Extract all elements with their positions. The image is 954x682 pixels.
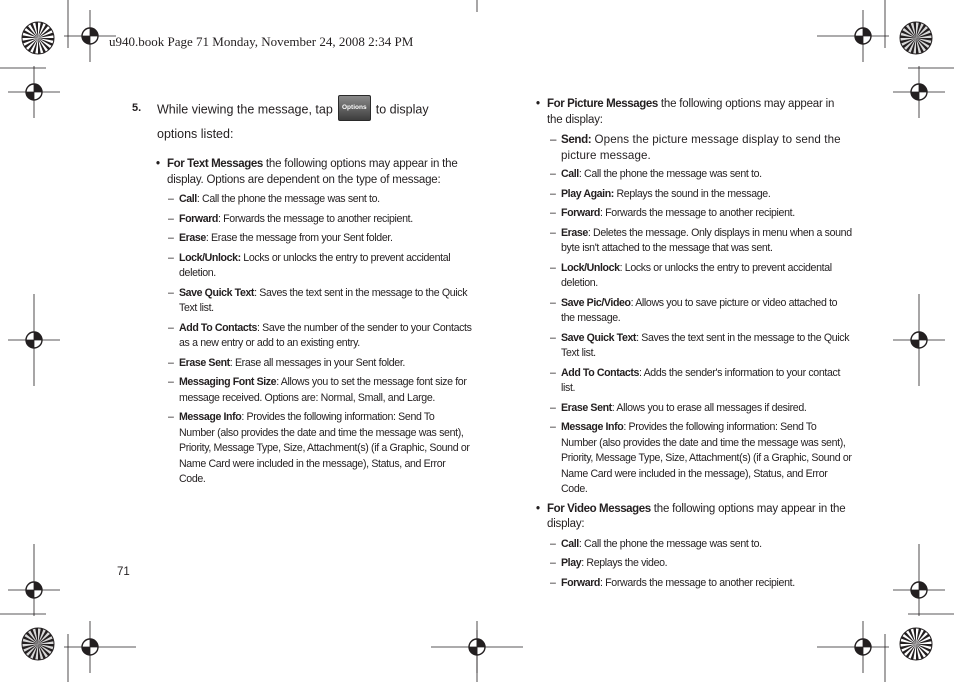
option-desc: : Deletes the message. Only displays in menu when a sound byte isn't attached to the message that was sent. — [561, 226, 852, 254]
option-desc: : Call the phone the message was sent to. — [578, 168, 762, 180]
option-text — [561, 331, 852, 362]
option-text — [561, 401, 852, 417]
option-item — [550, 167, 852, 183]
registration-mark-icon — [431, 621, 523, 673]
option-desc: : Adds the sender's information to your contact list. — [561, 366, 841, 394]
option-item — [550, 556, 852, 572]
option-item — [550, 187, 852, 203]
option-text — [179, 356, 472, 372]
dash-icon: – — [550, 557, 556, 569]
option-term: Lock/Unlock: — [179, 251, 241, 264]
right-column — [536, 97, 852, 595]
option-item — [168, 286, 472, 317]
picture-messages-options — [550, 132, 852, 498]
registration-mark-icon — [893, 294, 945, 386]
option-desc: : Provides the following information: Send To Number (also provides the date and time the message was sent), Priority, Message Type, Size, Attachment(s) (if a Graphic, Sound or Name Card were included in the message), Status, and Error Code. — [179, 411, 470, 485]
option-text — [179, 410, 472, 488]
dash-icon: – — [168, 286, 174, 299]
options-button-icon: Options — [338, 95, 371, 121]
option-item — [550, 331, 852, 362]
option-term: Add To Contacts — [561, 366, 639, 379]
option-text — [561, 206, 852, 222]
option-desc: Opens the picture message display to send the picture message. — [561, 133, 841, 162]
dash-icon: – — [550, 261, 556, 274]
step-text-before: While viewing the message, tap — [157, 102, 333, 117]
option-term: Save Quick Text — [179, 286, 255, 299]
option-text — [179, 321, 472, 352]
option-term: Add To Contacts — [179, 321, 257, 334]
option-term: Forward — [179, 212, 218, 225]
option-text — [561, 261, 852, 292]
dash-icon: – — [168, 232, 174, 244]
option-text — [561, 576, 852, 592]
option-desc: Replays the sound in the message. — [613, 187, 771, 200]
dash-icon: – — [550, 187, 556, 200]
video-messages-bullet — [536, 502, 852, 533]
starburst-icon — [900, 22, 932, 54]
option-desc: : Locks or unlocks the entry to prevent accidental deletion. — [561, 261, 832, 289]
starburst-icon — [22, 628, 54, 660]
option-desc: : Allows you to save picture or video attached to the message. — [561, 296, 838, 324]
starburst-icon — [22, 22, 54, 54]
option-term: Save Pic/Video — [561, 296, 631, 309]
option-desc: : Save the number of the sender to your Contacts as a new entry or add to an existing entry. — [179, 321, 472, 349]
option-term: Call — [561, 168, 579, 180]
page-number: 71 — [117, 566, 130, 578]
option-text — [561, 556, 852, 572]
option-desc: : Forwards the message to another recipient. — [600, 207, 795, 219]
dash-icon: – — [550, 576, 556, 589]
bullet-text — [547, 502, 852, 533]
section-title: For Text Messages — [167, 158, 263, 170]
option-term: Call — [561, 537, 579, 550]
dash-icon: – — [550, 226, 556, 239]
option-term: Message Info — [561, 421, 624, 433]
option-desc: : Forwards the message to another recipient. — [600, 576, 795, 589]
option-text — [179, 192, 472, 208]
option-item — [550, 366, 852, 397]
registration-mark-icon — [817, 10, 889, 62]
option-desc: : Saves the text sent in the message to the Quick Text list. — [179, 286, 468, 314]
option-term: Lock/Unlock — [561, 261, 620, 274]
option-text — [561, 132, 852, 163]
bullet-icon: • — [156, 158, 160, 170]
section-desc: the following options may appear in the display. Options are dependent on the type of message: — [167, 158, 458, 186]
option-item — [550, 420, 852, 498]
option-term: Messaging Font Size — [179, 376, 277, 388]
option-item — [168, 231, 472, 247]
option-text — [179, 286, 472, 317]
step-5 — [132, 97, 472, 145]
option-item — [168, 375, 472, 406]
text-messages-bullet — [156, 157, 472, 188]
option-term: Erase Sent — [561, 401, 612, 414]
section-title: For Picture Messages — [547, 98, 658, 110]
bullet-text — [547, 97, 852, 128]
registration-mark-icon — [893, 66, 945, 118]
option-item — [550, 576, 852, 592]
option-term: Forward — [561, 207, 600, 219]
bullet-text — [167, 157, 472, 188]
option-term: Save Quick Text — [561, 331, 637, 344]
dash-icon: – — [550, 296, 556, 309]
option-term: Erase — [179, 232, 206, 244]
option-item — [168, 410, 472, 488]
option-term: Erase — [561, 226, 588, 239]
option-term: Message Info — [179, 411, 242, 423]
option-text — [179, 212, 472, 228]
dash-icon: – — [550, 366, 556, 379]
registration-mark-icon — [8, 544, 60, 616]
dash-icon: – — [550, 537, 556, 550]
registration-mark-icon — [8, 66, 60, 118]
dash-icon: – — [168, 376, 174, 388]
dash-icon: – — [168, 411, 174, 423]
section-desc: the following options may appear in the display: — [547, 502, 846, 530]
bullet-icon: • — [536, 98, 540, 110]
left-column — [132, 97, 472, 492]
option-item — [550, 132, 852, 163]
option-item — [550, 261, 852, 292]
option-item — [168, 321, 472, 352]
dash-icon: – — [550, 421, 556, 433]
dash-icon: – — [550, 133, 557, 146]
option-text — [561, 226, 852, 257]
step-text-after: to display options listed: — [157, 102, 429, 141]
dash-icon: – — [550, 207, 556, 219]
text-messages-options — [168, 192, 472, 488]
dash-icon: – — [550, 401, 556, 414]
dash-icon: – — [168, 356, 174, 369]
option-desc: : Erase all messages in your Sent folder. — [229, 356, 406, 369]
option-desc: : Erase the message from your Sent folder. — [205, 232, 393, 244]
option-desc: Locks or unlocks the entry to prevent accidental deletion. — [179, 251, 451, 279]
option-term: Play — [561, 557, 582, 569]
dash-icon: – — [550, 331, 556, 344]
option-text — [179, 251, 472, 282]
option-item — [550, 401, 852, 417]
option-item — [168, 192, 472, 208]
dash-icon: – — [550, 168, 556, 180]
option-item — [550, 226, 852, 257]
option-item — [550, 296, 852, 327]
option-desc: : Forwards the message to another recipient. — [218, 212, 413, 225]
registration-mark-icon — [893, 544, 945, 616]
option-desc: : Replays the video. — [581, 557, 668, 569]
option-desc: : Allows you to erase all messages if desired. — [611, 401, 807, 414]
option-term: Call — [179, 193, 197, 205]
bullet-icon: • — [536, 502, 540, 515]
option-term: Play Again: — [561, 187, 614, 200]
option-desc: : Call the phone the message was sent to. — [578, 537, 762, 550]
registration-mark-icon — [64, 621, 136, 673]
option-text — [561, 366, 852, 397]
option-term: Forward — [561, 576, 600, 589]
option-text — [179, 231, 472, 247]
step-number: 5. — [132, 102, 142, 114]
option-desc: : Saves the text sent in the message to the Quick Text list. — [561, 331, 850, 359]
section-desc: the following options may appear in the display: — [547, 98, 835, 126]
option-item — [168, 212, 472, 228]
option-desc: : Allows you to set the message font size for message received. Options are: Normal, Small, and Large. — [179, 376, 467, 404]
dash-icon: – — [168, 321, 174, 334]
option-term: Send: — [561, 133, 592, 146]
option-text — [561, 420, 852, 498]
starburst-icon — [900, 628, 932, 660]
option-text — [561, 537, 852, 553]
video-messages-options — [550, 537, 852, 592]
option-text — [561, 187, 852, 203]
option-desc: : Provides the following information: Send To Number (also provides the date and time the message was sent), Priority, Message Type, Size, Attachment(s) (if a Graphic, Sound or Name Card were included in the message), Status, and Error Code. — [561, 421, 852, 495]
print-header: u940.book Page 71 Monday, November 24, 2008 2:34 PM — [109, 34, 414, 49]
step-text — [157, 97, 472, 145]
section-title: For Video Messages — [547, 502, 651, 515]
option-item — [168, 251, 472, 282]
dash-icon: – — [168, 251, 174, 264]
registration-mark-icon — [817, 621, 889, 673]
option-desc: : Call the phone the message was sent to. — [196, 193, 380, 205]
option-item — [550, 537, 852, 553]
option-item — [550, 206, 852, 222]
registration-mark-icon — [8, 294, 60, 386]
option-text — [561, 167, 852, 183]
picture-messages-bullet — [536, 97, 852, 128]
dash-icon: – — [168, 193, 174, 205]
option-term: Erase Sent — [179, 356, 230, 369]
option-text — [179, 375, 472, 406]
option-item — [168, 356, 472, 372]
dash-icon: – — [168, 212, 174, 225]
option-text — [561, 296, 852, 327]
